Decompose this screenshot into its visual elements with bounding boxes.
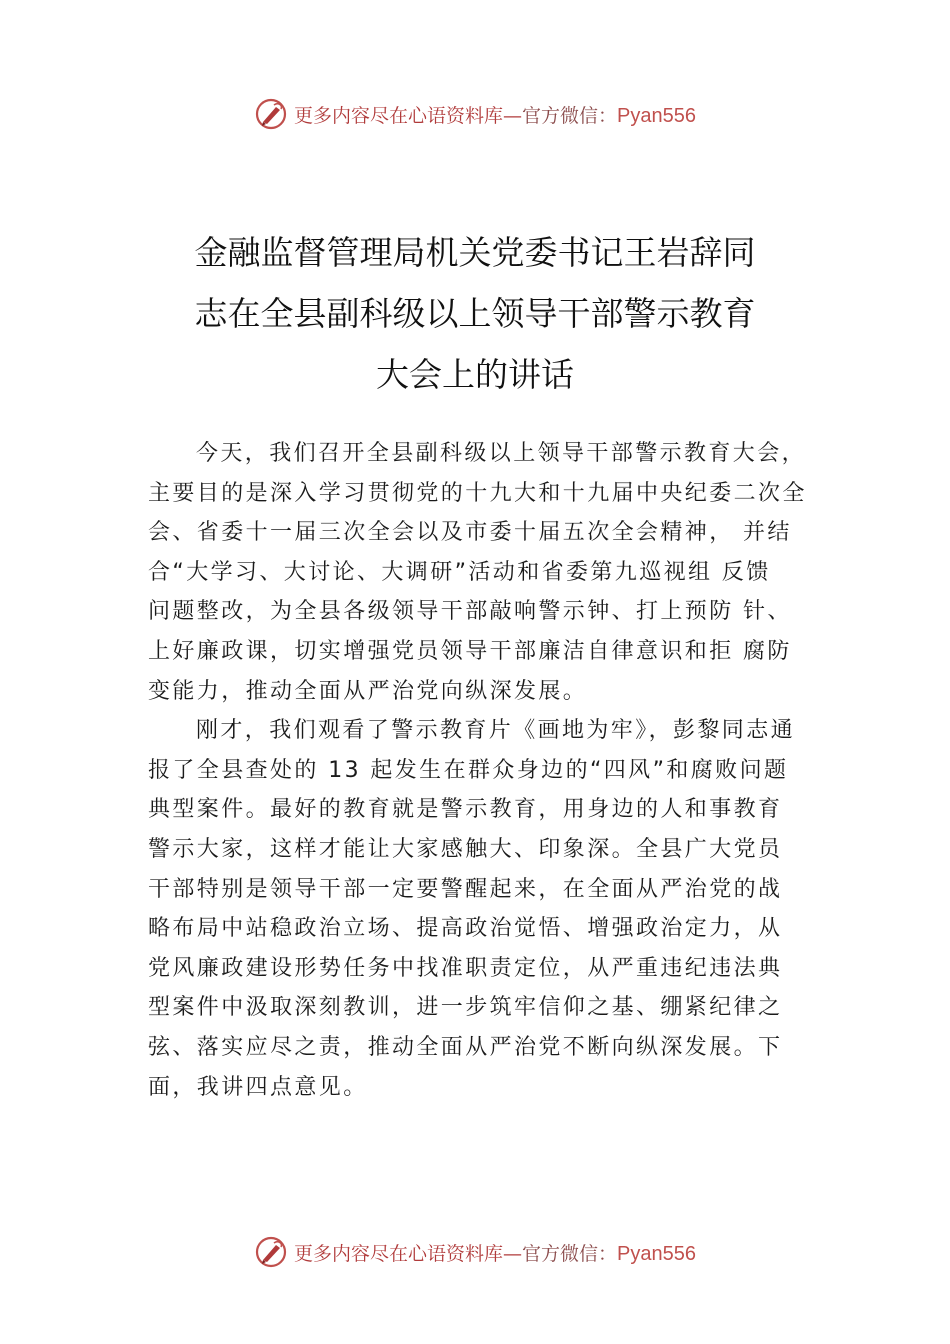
text-line: 型案件中汲取深刻教训，进一步筑牢信仰之基、绷紧纪律之 <box>148 995 783 1021</box>
watermark-text <box>294 101 696 128</box>
pen-logo-icon <box>254 97 288 131</box>
title-line: 金融监督管理局机关党委书记王岩辞同 <box>194 233 756 272</box>
text-line: 刚才，我们观看了警示教育片《画地为牢》，彭黎同志通 <box>196 718 796 744</box>
pen-logo-icon <box>254 1235 288 1269</box>
footer-watermark <box>0 1232 950 1272</box>
paragraph-1 <box>148 434 838 711</box>
watermark-id: Pyan556 <box>617 1242 696 1265</box>
watermark-official: 官方微信： <box>522 104 618 127</box>
watermark-prefix: 更多内容尽在心语资料库 <box>294 104 504 127</box>
title-line: 大会上的讲话 <box>376 355 574 394</box>
watermark-dash: — <box>503 1242 523 1265</box>
document-body <box>148 434 838 1107</box>
text-line: 今天，我们召开全县副科级以上领导干部警示教育大会， <box>196 441 807 466</box>
text-line: 变能力，推动全面从严治党向纵深发展。 <box>148 678 588 704</box>
text-line: 党风廉政建设形势任务中找准职责定位，从严重违纪违法典 <box>148 955 783 981</box>
text-line: 面，我讲四点意见。 <box>148 1074 368 1100</box>
text-line: 报了全县查处的 13 起发生在群众身边的“四风”和腐败问题 <box>148 757 789 783</box>
text-line: 主要目的是深入学习贯彻党的十九大和十九届中央纪委二次全 <box>148 480 807 506</box>
text-line: 上好廉政课，切实增强党员领导干部廉洁自律意识和拒 腐防 <box>148 638 792 664</box>
text-line: 合“大学习、大讨论、大调研”活动和省委第九巡视组 反馈 <box>148 559 771 585</box>
title-line: 志在全县副科级以上领导干部警示教育 <box>194 294 756 333</box>
text-line: 弦、落实应尽之责，推动全面从严治党不断向纵深发展。下 <box>148 1034 783 1060</box>
text-line: 警示大家，这样才能让大家感触大、印象深。全县广大党员 <box>148 836 783 862</box>
watermark-official: 官方微信： <box>522 1242 618 1265</box>
document-title <box>150 222 800 405</box>
watermark-id: Pyan556 <box>617 104 696 127</box>
text-line: 会、省委十一届三次全会以及市委十届五次全会精神， 并结 <box>148 520 792 546</box>
text-line: 干部特别是领导干部一定要警醒起来，在全面从严治党的战 <box>148 876 783 902</box>
watermark-text <box>294 1239 696 1266</box>
text-line: 典型案件。最好的教育就是警示教育，用身边的人和事教育 <box>148 797 783 823</box>
watermark-dash: — <box>503 104 523 127</box>
paragraph-2 <box>148 711 838 1107</box>
text-line: 略布局中站稳政治立场、提高政治觉悟、增强政治定力，从 <box>148 916 783 942</box>
text-line: 问题整改，为全县各级领导干部敲响警示钟、打上预防 针、 <box>148 599 792 625</box>
watermark-prefix: 更多内容尽在心语资料库 <box>294 1242 504 1265</box>
header-watermark <box>0 94 950 134</box>
